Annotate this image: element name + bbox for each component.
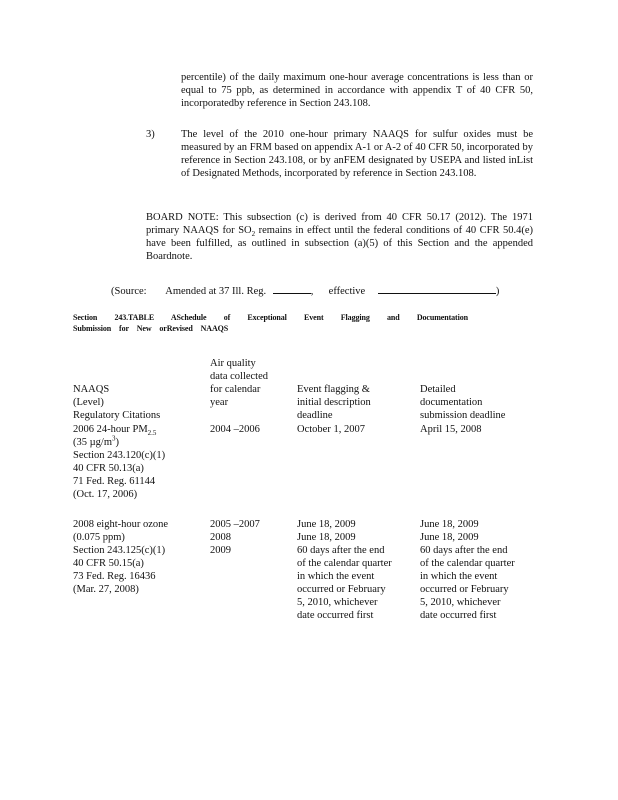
- section-heading-line1: Section 243.TABLE ASchedule of Exceptional Event Flagging and Documentation: [73, 313, 468, 322]
- table-row-2-naaqs: 2008 eight-hour ozone (0.075 ppm) Section 243.125(c)(1) 40 CFR 50.15(a) 73 Fed. Reg. 16436 (Mar. 27, 2008): [73, 519, 169, 595]
- table-row-2-flag-deadline: June 18, 2009 June 18, 2009 60 days after the end of the calendar quarter in which the event occurred or February 5, 2010, whichever date occurred first: [297, 519, 392, 621]
- header-documentation: Detailed documentation submission deadline: [420, 384, 506, 421]
- table-row-1-doc-deadline: April 15, 2008: [420, 424, 482, 435]
- board-note: [146, 211, 533, 263]
- board-note-text-b: remains in effect until the federal conditions of 40 CFR 50.4(e) have been fulfilled, as outlined in subsection (a)(5) of this Section and the appended Boardnote.: [146, 225, 533, 262]
- register-blank[interactable]: [273, 283, 311, 294]
- source-line: [111, 283, 499, 298]
- table-row-1-years: 2004 –2006: [210, 424, 260, 435]
- board-note-subscript: 2: [251, 230, 256, 239]
- section-heading-line2: Submission for New orRevised NAAQS: [73, 324, 229, 333]
- source-amended: Amended at 37 Ill. Reg.: [165, 286, 267, 297]
- header-naaqs-3: Regulatory Citations: [73, 410, 161, 421]
- table-row-2-years: 2005 –2007 2008 2009: [210, 519, 260, 556]
- header-naaqs: [73, 357, 160, 422]
- effective-date-blank[interactable]: [378, 283, 496, 294]
- item-3-number: 3): [146, 129, 155, 140]
- table-row-2-doc-deadline: June 18, 2009 June 18, 2009 60 days after the end of the calendar quarter in which the event occurred or February 5, 2010, whichever date occurred first: [420, 519, 515, 621]
- header-flagging: Event flagging & initial description deadline: [297, 384, 371, 421]
- paragraph-continuation: percentile) of the daily maximum one-hour average concentrations is less than or equal to 75 ppb, as determined in accordance with appendix T of 40 CFR 50, incorporatedby reference in Section 243.108.: [181, 72, 533, 109]
- header-naaqs-2: (Level): [73, 397, 104, 408]
- source-open: (Source:: [111, 286, 147, 297]
- header-naaqs-1: NAAQS: [73, 384, 110, 395]
- source-effective: effective: [328, 286, 366, 297]
- header-years: Air quality data collected for calendar year: [210, 358, 269, 408]
- board-note-text-a: BOARD NOTE: This subsection (c) is derived from 40 CFR 50.17 (2012). The 1971 primary NAAQS for SO: [146, 212, 533, 236]
- table-row-1-naaqs: 2006 24-hour $PM_{2.5}$ (35 $\mu g/m^3$) Section 243.120(c)(1) 40 CFR 50.13(a) 71 Fed. Reg. 61144 (Oct. 17, 2006): [73, 424, 166, 500]
- item-3-text: The level of the 2010 one-hour primary NAAQS for sulfur oxides must be measured by an FRM based on appendix A-1 or A-2 of 40 CFR 50, incorporated by reference in Section 243.108, or by anFEM designated by USEPA and listed inList of Designated Methods, incorporated by reference in Section 243.108.: [181, 129, 533, 179]
- section-heading: [73, 312, 468, 334]
- table-row-1-flag-deadline: October 1, 2007: [297, 424, 365, 435]
- source-close: ): [495, 286, 500, 297]
- source-comma: ,: [310, 286, 314, 297]
